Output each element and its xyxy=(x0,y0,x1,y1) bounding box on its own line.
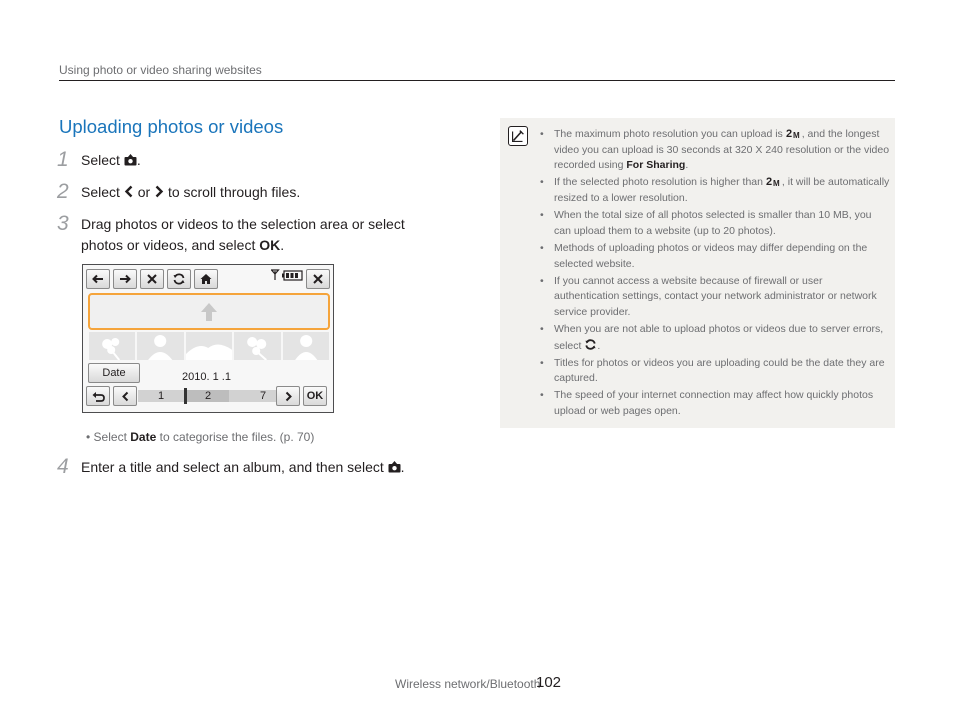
step-2-text-a: Select xyxy=(81,184,120,200)
step-3-line-2 xyxy=(81,235,405,256)
svg-text:M: M xyxy=(792,131,800,139)
note-item xyxy=(540,175,890,206)
step-4-text xyxy=(81,457,405,478)
flower-thumbnail-icon xyxy=(234,332,280,360)
note-item: • If you cannot access a website because of firewall or user authentication settings, contact your network administrator or network service provider. xyxy=(540,274,890,321)
toolbar-forward-button[interactable] xyxy=(113,269,137,289)
step-3-number: 3 xyxy=(57,212,69,235)
arrow-left-icon xyxy=(91,272,105,286)
step-1-text xyxy=(81,150,141,171)
flower-thumbnail-icon xyxy=(89,332,135,360)
upload-arrow-icon xyxy=(199,302,219,322)
chevron-right-icon xyxy=(282,390,295,403)
chevron-left-icon xyxy=(124,185,134,198)
thumbnail-strip xyxy=(89,332,329,360)
date-value: 2010. 1 .1 xyxy=(182,371,231,383)
footer-section: Wireless network/Bluetooth xyxy=(395,677,541,691)
upload-icon xyxy=(124,154,137,166)
date-track[interactable] xyxy=(138,390,298,402)
note-item: • Methods of uploading photos or videos may differ depending on the selected website. xyxy=(540,241,890,272)
step-1-text-a: Select xyxy=(81,152,120,168)
note-item: • When the total size of all photos selected is smaller than 10 MB, you can upload them to a website (up to 20 photos). xyxy=(540,208,890,239)
track-value: 1 xyxy=(157,390,165,402)
note-pencil-icon xyxy=(508,126,528,146)
note-list xyxy=(540,127,890,421)
header-rule xyxy=(59,80,895,81)
step-4-number: 4 xyxy=(57,455,69,478)
track-value: 7 xyxy=(259,390,267,402)
ok-button[interactable]: OK xyxy=(303,386,327,406)
resolution-2m-icon xyxy=(766,175,782,187)
mountain-thumbnail-icon xyxy=(186,332,232,360)
chevron-right-icon xyxy=(154,185,164,198)
thumbnail[interactable] xyxy=(137,332,183,360)
thumbnail[interactable] xyxy=(89,332,135,360)
arrow-right-icon xyxy=(118,272,132,286)
note-item: • The speed of your internet connection may affect how quickly photos upload or web pages open. xyxy=(540,388,890,419)
prev-button[interactable] xyxy=(113,386,137,406)
toolbar-home-button[interactable] xyxy=(194,269,218,289)
note-item-bold: For Sharing xyxy=(626,159,686,172)
step-1-number: 1 xyxy=(57,148,69,171)
chevron-left-icon xyxy=(119,390,132,403)
refresh-icon xyxy=(172,272,186,286)
toolbar-refresh-button[interactable] xyxy=(167,269,191,289)
date-bullet-b: to categorise the files. (p. 70) xyxy=(159,430,315,444)
upload-icon xyxy=(388,461,401,473)
person-thumbnail-icon xyxy=(283,332,329,360)
note-item: • Titles for photos or videos you are uploading could be the date they are captured. xyxy=(540,356,890,387)
step-1-text-b: . xyxy=(136,152,141,168)
note-item-text: , and the longest video you can upload is 30 seconds at 320 X 240 resolution or the video recorded using xyxy=(554,128,890,172)
note-item-text: If the selected photo resolution is higher than xyxy=(554,176,763,189)
next-button[interactable] xyxy=(276,386,300,406)
track-value: 2 xyxy=(187,390,229,402)
step-2-or: or xyxy=(137,184,151,200)
note-item-text: When you are not able to upload photos or videos due to server errors, select xyxy=(554,322,884,352)
note-item-text: . xyxy=(685,159,689,172)
svg-text:M: M xyxy=(772,179,780,188)
step-3-ok: OK xyxy=(259,237,281,253)
undo-button[interactable] xyxy=(86,386,110,406)
thumbnail[interactable] xyxy=(283,332,329,360)
page-number: 102 xyxy=(536,674,562,691)
step-3-line-2-b: . xyxy=(280,237,285,253)
note-item-text: , it will be automatically resized to a lower resolution. xyxy=(554,176,890,205)
step-4-text-b: . xyxy=(400,459,405,475)
running-head: Using photo or video sharing websites xyxy=(59,63,262,77)
toolbar-close-button[interactable] xyxy=(306,269,330,289)
note-item xyxy=(540,322,890,354)
camera-screen xyxy=(82,264,334,413)
refresh-icon xyxy=(584,338,597,351)
step-2-number: 2 xyxy=(57,180,69,203)
date-bullet-bold: Date xyxy=(130,430,157,444)
section-title: Uploading photos or videos xyxy=(59,116,284,137)
note-item-text: The maximum photo resolution you can upload is xyxy=(554,128,783,140)
svg-text:2: 2 xyxy=(785,128,792,139)
step-2-text-b: to scroll through files. xyxy=(167,184,301,200)
date-button[interactable]: Date xyxy=(88,363,140,383)
home-icon xyxy=(199,272,213,286)
undo-icon xyxy=(92,390,105,403)
selection-area[interactable] xyxy=(88,293,330,330)
thumbnail[interactable] xyxy=(186,332,232,360)
resolution-2m-icon xyxy=(786,127,802,139)
close-icon xyxy=(311,272,325,286)
signal-battery-icon xyxy=(271,269,305,281)
toolbar-back-button[interactable] xyxy=(86,269,110,289)
date-bullet-a: Select xyxy=(93,430,127,444)
close-icon xyxy=(145,272,159,286)
note-item-text: . xyxy=(597,339,601,352)
note-item xyxy=(540,127,890,174)
step-4-text-a: Enter a title and select an album, and then select xyxy=(81,459,384,475)
thumbnail[interactable] xyxy=(234,332,280,360)
date-bullet: • Select Date to categorise the files. (p. 70) xyxy=(86,430,315,444)
step-3-line-1: Drag photos or videos to the selection area or select xyxy=(81,216,405,232)
step-2-text xyxy=(81,182,300,203)
step-3-line-2-a: photos or videos, and select xyxy=(81,237,256,253)
svg-text:2: 2 xyxy=(765,176,773,188)
step-3-text xyxy=(81,214,405,256)
person-thumbnail-icon xyxy=(137,332,183,360)
toolbar-stop-button[interactable] xyxy=(140,269,164,289)
